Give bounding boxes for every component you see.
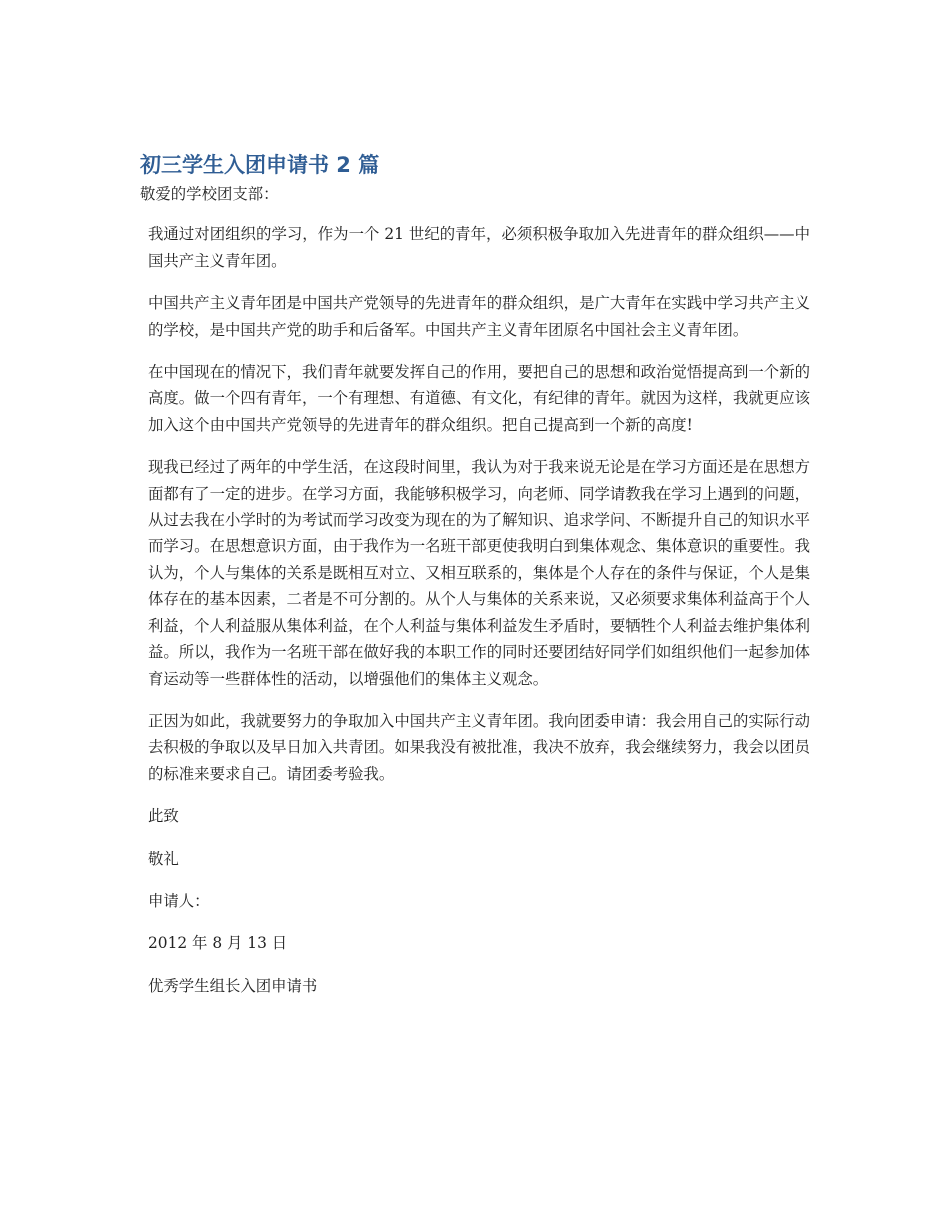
paragraph-1: 我通过对团组织的学习，作为一个 21 世纪的青年，必须积极争取加入先进青年的群众组织——中国共产主义青年团。 — [148, 225, 810, 270]
date-line: 2012 年 8 月 13 日 — [148, 934, 288, 953]
paragraph-5: 正因为如此，我就要努力的争取加入中国共产主义青年团。我向团委申请：我会用自己的实际行动去积极的争取以及早日加入共青团。如果我没有被批准，我决不放弃，我会继续努力，我会以团员的标准来要求自己。请团委考验我。 — [148, 711, 810, 783]
paragraph-3: 在中国现在的情况下，我们青年就要发挥自己的作用，要把自己的思想和政治觉悟提高到一个新的高度。做一个四有青年，一个有理想、有道德、有文化，有纪律的青年。就因为这样，我就更应该加入这个由中国共产党领导的先进青年的群众组织。把自己提高到一个新的高度! — [148, 363, 810, 434]
closing-line-2: 敬礼 — [148, 849, 179, 868]
document-title: 初三学生入团申请书 2 篇 — [140, 153, 380, 177]
next-section-heading: 优秀学生组长入团申请书 — [148, 976, 318, 995]
closing-line-1: 此致 — [148, 807, 179, 826]
document-body — [140, 181, 810, 1015]
salutation: 敬爱的学校团支部： — [140, 185, 279, 203]
paragraph-2: 中国共产主义青年团是中国共产党领导的先进青年的群众组织，是广大青年在实践中学习共产主义的学校，是中国共产党的助手和后备军。中国共产主义青年团原名中国社会主义青年团。 — [148, 294, 810, 339]
paragraph-4: 现我已经过了两年的中学生活，在这段时间里，我认为对于我来说无论是在学习方面还是在思想方面都有了一定的进步。在学习方面，我能够积极学习，向老师、同学请教我在学习上遇到的问题，从过去我在小学时的为考试而学习改变为现在的为了解知识、追求学问、不断提升自己的知识水平而学习。在思想意识方面，由于我作为一名班干部更使我明白到集体观念、集体意识的重要性。我认为，个人与集体的关系是既相互对立、又相互联系的，集体是个人存在的条件与保证，个人是集体存在的基本因素，二者是不可分割的。从个人与集体的关系来说，又必须要求集体利益高于个人利益，个人利益服从集体利益，在个人利益与集体利益发生矛盾时，要牺牲个人利益去维护集体利益。所以，我作为一名班干部在做好我的本职工作的同时还要团结好同学们如组织他们一起参加体育运动等一些群体性的活动，以增强他们的集体主义观念。 — [148, 458, 810, 688]
applicant-label: 申请人： — [148, 891, 210, 910]
